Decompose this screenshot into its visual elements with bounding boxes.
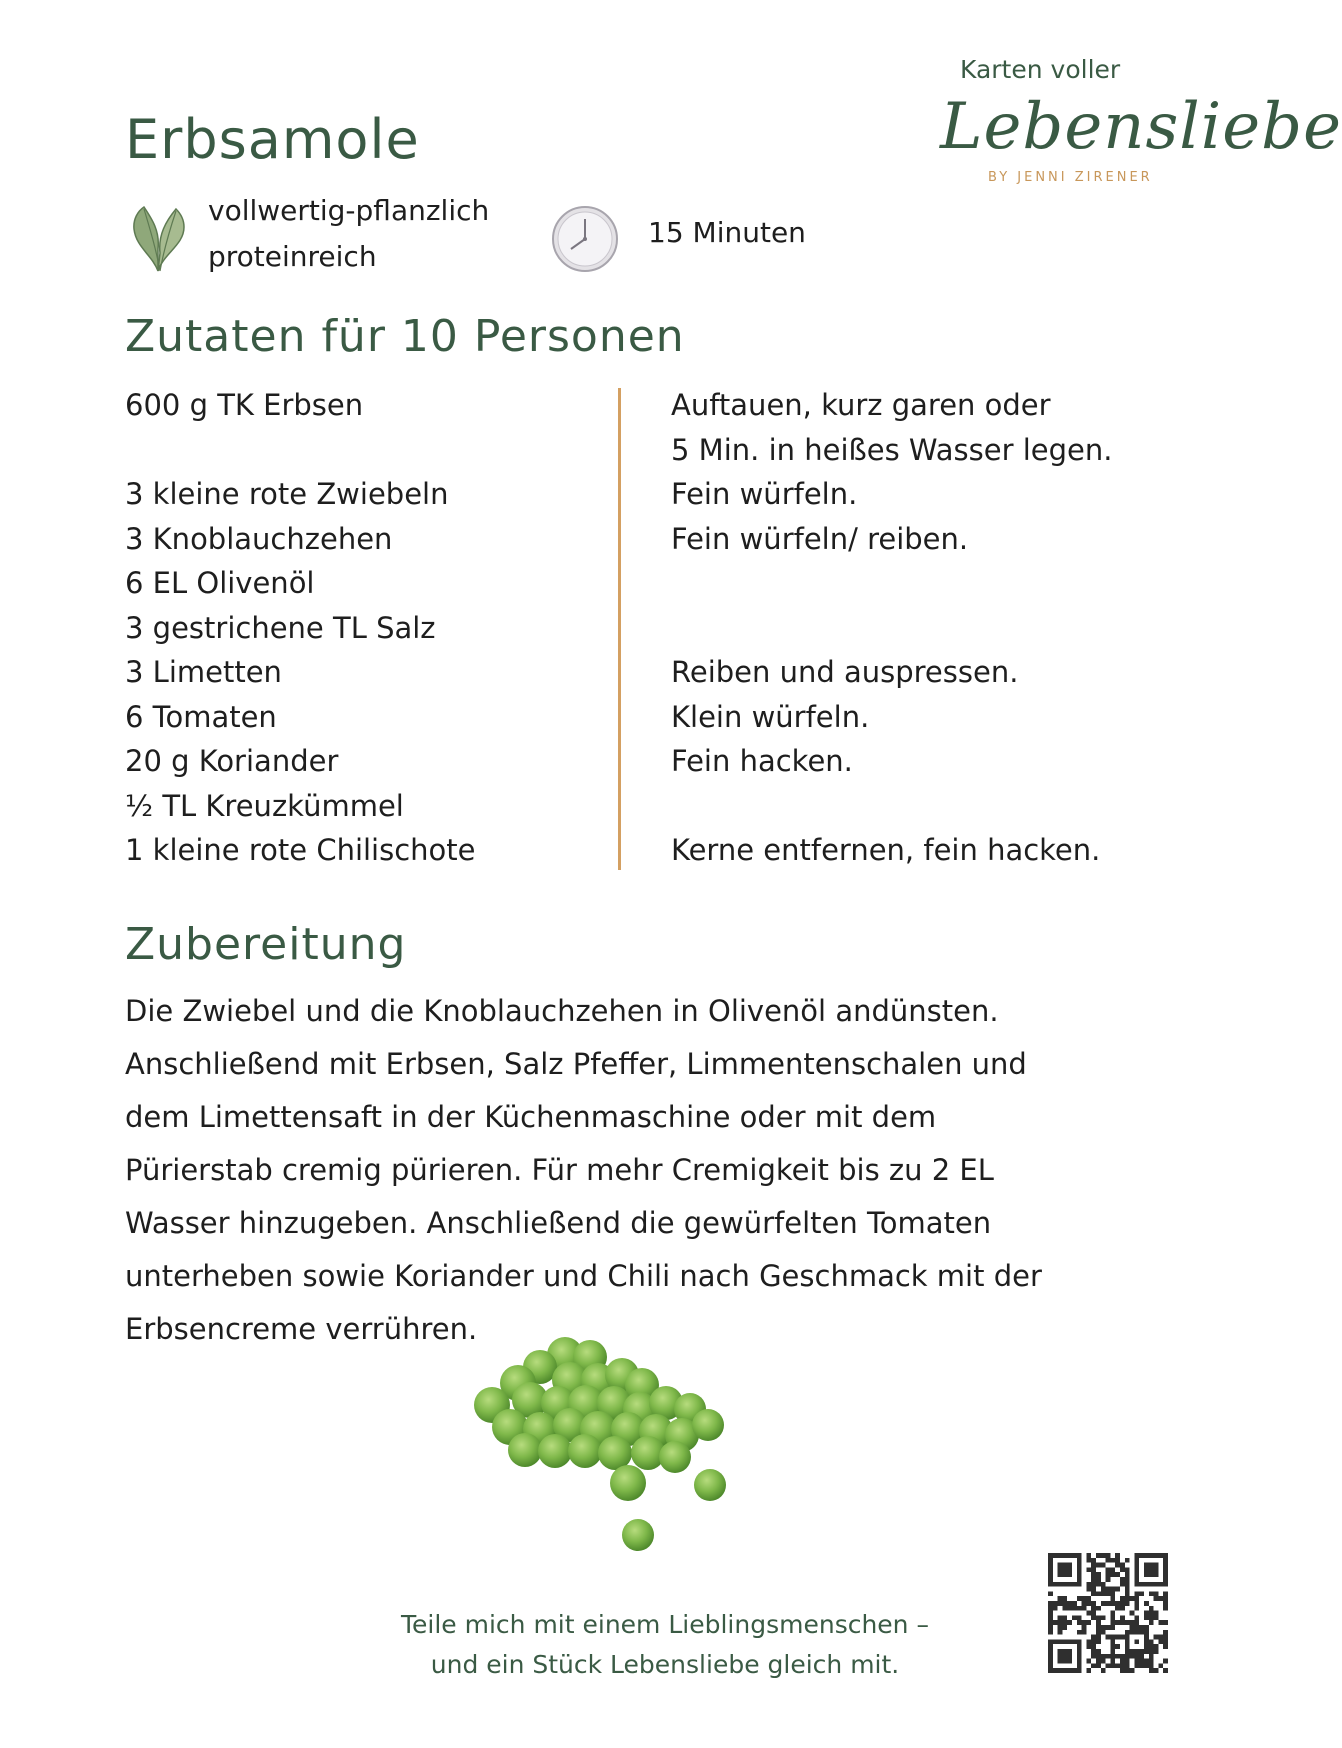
ingredient-note: Fein hacken. xyxy=(671,744,853,778)
pea xyxy=(692,1409,724,1441)
diet-tags xyxy=(208,188,489,280)
brand-byline: BY JENNI ZIRENER xyxy=(988,170,1153,185)
leaf-icon xyxy=(130,205,188,273)
ingredient-item: 3 gestrichene TL Salz xyxy=(125,610,436,645)
preparation-line: Erbsencreme verrühren. xyxy=(125,1312,478,1346)
pea xyxy=(508,1433,542,1467)
ingredient-item: 6 Tomaten xyxy=(125,699,277,734)
pea xyxy=(598,1436,632,1470)
ingredient-item: 3 kleine rote Zwiebeln xyxy=(125,477,449,511)
pea xyxy=(659,1441,691,1473)
preparation-heading: Zubereitung xyxy=(125,919,407,970)
ingredient-note: Fein würfeln. xyxy=(671,477,858,511)
tag-proteinreich: proteinreich xyxy=(208,240,377,273)
tag-vollwertig: vollwertig-pflanzlich xyxy=(208,194,490,227)
ingredient-item: 20 g Koriander xyxy=(125,744,339,778)
ingredient-item: 1 kleine rote Chilischote xyxy=(125,833,476,867)
footer-line: Teile mich mit einem Lieblingsmenschen – xyxy=(401,1610,929,1639)
preparation-line: Anschließend mit Erbsen, Salz Pfeffer, Limmentenschalen und xyxy=(125,1047,1027,1081)
ingredient-item: 6 EL Olivenöl xyxy=(125,566,315,600)
preparation-line: dem Limettensaft in der Küchenmaschine oder mit dem xyxy=(125,1100,937,1134)
clock-icon xyxy=(551,205,619,273)
brand-tagline: Karten voller xyxy=(960,55,1121,84)
ingredient-note: 5 Min. in heißes Wasser legen. xyxy=(671,432,1113,467)
footer-message xyxy=(270,1605,1060,1685)
ingredient-item: ½ TL Kreuzkümmel xyxy=(125,788,404,823)
pea xyxy=(568,1434,602,1468)
ingredient-note xyxy=(671,561,1191,606)
column-divider xyxy=(618,388,621,870)
pea xyxy=(610,1465,646,1501)
ingredient-list xyxy=(125,383,595,873)
ingredient-note: Auftauen, kurz garen oder xyxy=(671,388,1051,422)
ingredient-note xyxy=(671,784,1191,829)
brand-logo-script: Lebensliebe xyxy=(940,90,1342,164)
pea xyxy=(622,1519,654,1551)
preparation-line: unterheben sowie Koriander und Chili nach Geschmack mit der xyxy=(125,1259,1042,1293)
ingredient-item: 3 Knoblauchzehen xyxy=(125,521,393,556)
ingredient-item: 3 Limetten xyxy=(125,655,282,689)
peas-illustration xyxy=(470,1345,770,1555)
preparation-line: Die Zwiebel und die Knoblauchzehen in Olivenöl andünsten. xyxy=(125,994,999,1028)
recipe-title: Erbsamole xyxy=(125,108,420,171)
ingredient-note: Reiben und auspressen. xyxy=(671,655,1019,689)
footer-line: und ein Stück Lebensliebe gleich mit. xyxy=(430,1650,900,1679)
preparation-line: Wasser hinzugeben. Anschließend die gewürfelten Tomaten xyxy=(125,1206,992,1240)
ingredient-note xyxy=(671,606,1191,651)
ingredient-notes xyxy=(671,383,1191,873)
preparation-line: Pürierstab cremig pürieren. Für mehr Cremigkeit bis zu 2 EL xyxy=(125,1153,994,1187)
prep-time: 15 Minuten xyxy=(648,216,806,249)
qr-code[interactable] xyxy=(1048,1553,1168,1673)
ingredient-item: 600 g TK Erbsen xyxy=(125,388,364,422)
ingredient-note: Klein würfeln. xyxy=(671,699,870,734)
pea xyxy=(538,1434,572,1468)
ingredients-heading: Zutaten für 10 Personen xyxy=(125,311,685,362)
preparation-text xyxy=(125,985,1125,1356)
ingredient-note: Kerne entfernen, fein hacken. xyxy=(671,833,1101,867)
pea xyxy=(694,1469,726,1501)
ingredient-item xyxy=(125,428,595,473)
ingredient-note: Fein würfeln/ reiben. xyxy=(671,521,969,556)
